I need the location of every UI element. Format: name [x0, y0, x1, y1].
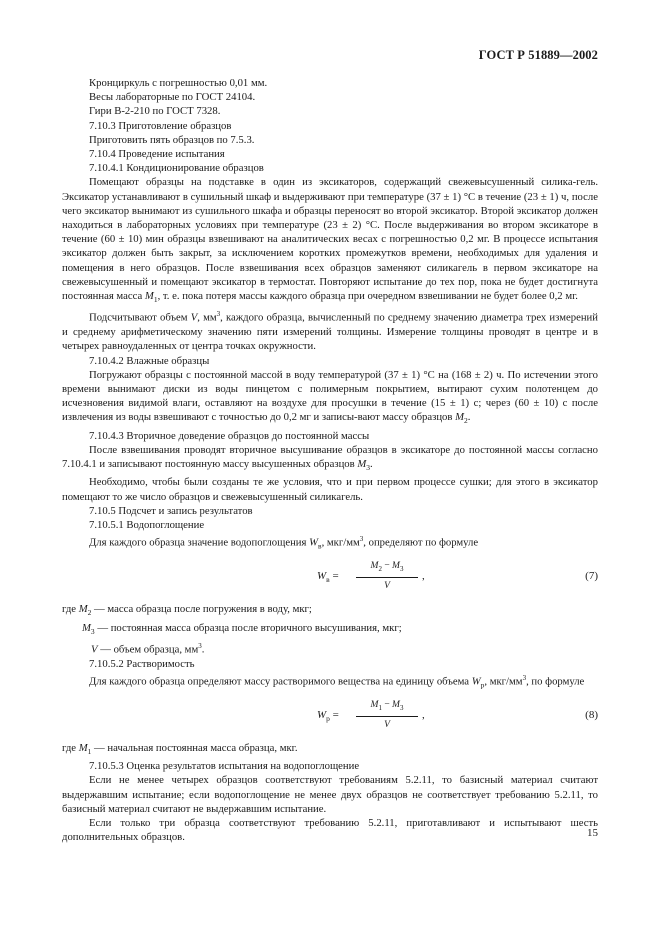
formula-7: $W_в$ = $\frac{M_2 - M_3}{V}$ , (7) — [62, 557, 598, 595]
paragraph: Погружают образцы с постоянной массой в воду температурой (37 ± 1) °С на (168 ± 2) ч. По истечении этого времени вынимают диски из воды пинцетом с полимерным покрытием, вытирают сухим полотенцем до исчезновения видимой влаги, оставляют на воздухе для просушки в течение (15 ± 1) с; через (60 ± 10) с после извлечения из воды взвешивают с точностью до 0,2 мг и записы-вают массу образцов $M_2$. — [62, 368, 598, 426]
formula-fraction — [356, 559, 418, 593]
document-header: ГОСТ Р 51889—2002 — [478, 48, 598, 62]
paragraph: Если только три образца соответствуют требованию 5.2.11, приготавливают и испытывают шесть дополнительных образцов. — [62, 816, 598, 844]
where-line: где $M_2$ — масса образца после погружения в воду, мкг; — [62, 603, 312, 618]
section-heading: 7.10.3 Приготовление образцов — [89, 119, 232, 132]
formula-number: (8) — [585, 708, 598, 721]
section-heading: 7.10.4.3 Вторичное доведение образцов до постоянной массы — [89, 429, 370, 442]
paragraph: Помещают образцы на подставке в один из эксикаторов, содержащий свежевысушенный силика-гель. Эксикатор устанавливают в сушильный шкаф и выдерживают при температуре (37 ± 1) °С в течение (23 ± 1) ч, после чего эксикатор вынимают из сушильного шкафа и образцы переносят во второй эксикатор. Второй эксикатор должен находиться в лабораторных условиях при температуре (23 ± 2) °С. После выдерживания во втором эксикаторе в течение (60 ± 10) мин образцы взвешивают на аналитических весах с погрешностью 0,2 мг. В процессе испытания эксикатор должен быть закрыт, за исключением коротких промежутков времени, необходимых для удаления и помещения в него образцов. После взвешивания всех образцов заменяют силикагель в первом эксикаторе на свежевысушенный и помещают эксикатор в термостат. Повторяют испытание до тех пор, пока не будет достигнута постоянная масса $M_1$, т. е. пока потеря массы каждого образца при очередном взвешивании не будет более 0,2 мг. — [62, 176, 598, 305]
paragraph: Если не менее четырех образцов соответствуют требованиям 5.2.11, то базисный материал считают выдержавшим испытание; если водопоглощение не менее двух образцов не соответствует требованию 5.2.11, то базисный материал считают не выдержавшим испытание. — [62, 774, 598, 815]
section-heading: 7.10.5.2 Растворимость — [89, 657, 195, 670]
paragraph: После взвешивания проводят вторичное высушивание образцов в эксикаторе до постоянной массы согласно 7.10.4.1 и записывают постоянную массу высушенных образцов $M_3$. — [62, 443, 598, 473]
text-line: Кронциркуль с погрешностью 0,01 мм. — [89, 77, 268, 89]
fraction-denominator: V — [384, 581, 390, 592]
section-heading: 7.10.5.1 Водопоглощение — [89, 519, 205, 532]
section-heading: 7.10.4.2 Влажные образцы — [89, 354, 210, 367]
where-line: где $M_1$ — начальная постоянная масса образца, мкг. — [62, 741, 298, 756]
text-line: Весы лабораторные по ГОСТ 24104. — [89, 91, 256, 104]
paragraph: Подсчитывают объем V, $мм^3$, каждого образца, вычисленный по среднему значению диаметра трех измерений и среднему арифметическому значению пяти измерений толщины. Измерение толщины проводят в центре и в четырех равноудаленных от центра точках окружности. — [62, 310, 598, 353]
text-line: Гири В-2-210 по ГОСТ 7328. — [89, 105, 221, 118]
section-heading: 7.10.5.3 Оценка результатов испытания на водопоглощение — [89, 760, 360, 773]
formula-number: (7) — [585, 570, 598, 583]
fraction-denominator: V — [384, 719, 390, 730]
section-heading: 7.10.5 Подсчет и запись результатов — [89, 504, 253, 517]
section-heading: 7.10.4 Проведение испытания — [89, 148, 225, 161]
text-line: Приготовить пять образцов по 7.5.3. — [89, 133, 255, 146]
page-number: 15 — [587, 827, 598, 839]
formula-lhs: $W_в$ = — [317, 570, 339, 585]
formula-lhs: $W_р$ = — [317, 708, 339, 723]
document-body — [62, 76, 598, 844]
section-heading: 7.10.4.1 Кондиционирование образцов — [89, 162, 264, 175]
paragraph: Для каждого образца определяют массу растворимого вещества на единицу объема $W_р$, мкг/$мм^3$, по формуле — [89, 673, 585, 690]
where-line: $M_3$ — постоянная масса образца после вторичного высушивания, мкг; — [82, 621, 402, 636]
paragraph: Для каждого образца значение водопоглощения $W_в$, мкг/$мм^3$, определяют по формуле — [89, 535, 479, 551]
fraction-numerator: $M_2 - M_3$ — [356, 559, 418, 578]
paragraph: Необходимо, чтобы были созданы те же условия, что и при первом процессе сушки; для этого в эксикатор помещают то же число образцов и свежевысушенный силикагель. — [62, 476, 598, 503]
formula-8: $W_р$ = $\frac{M_1 - M_3}{V}$ , (8) — [62, 696, 598, 734]
where-line: V — объем образца, $мм^3$. — [91, 641, 205, 656]
formula-fraction — [356, 698, 418, 732]
fraction-numerator: $M_1 - M_3$ — [356, 698, 418, 717]
